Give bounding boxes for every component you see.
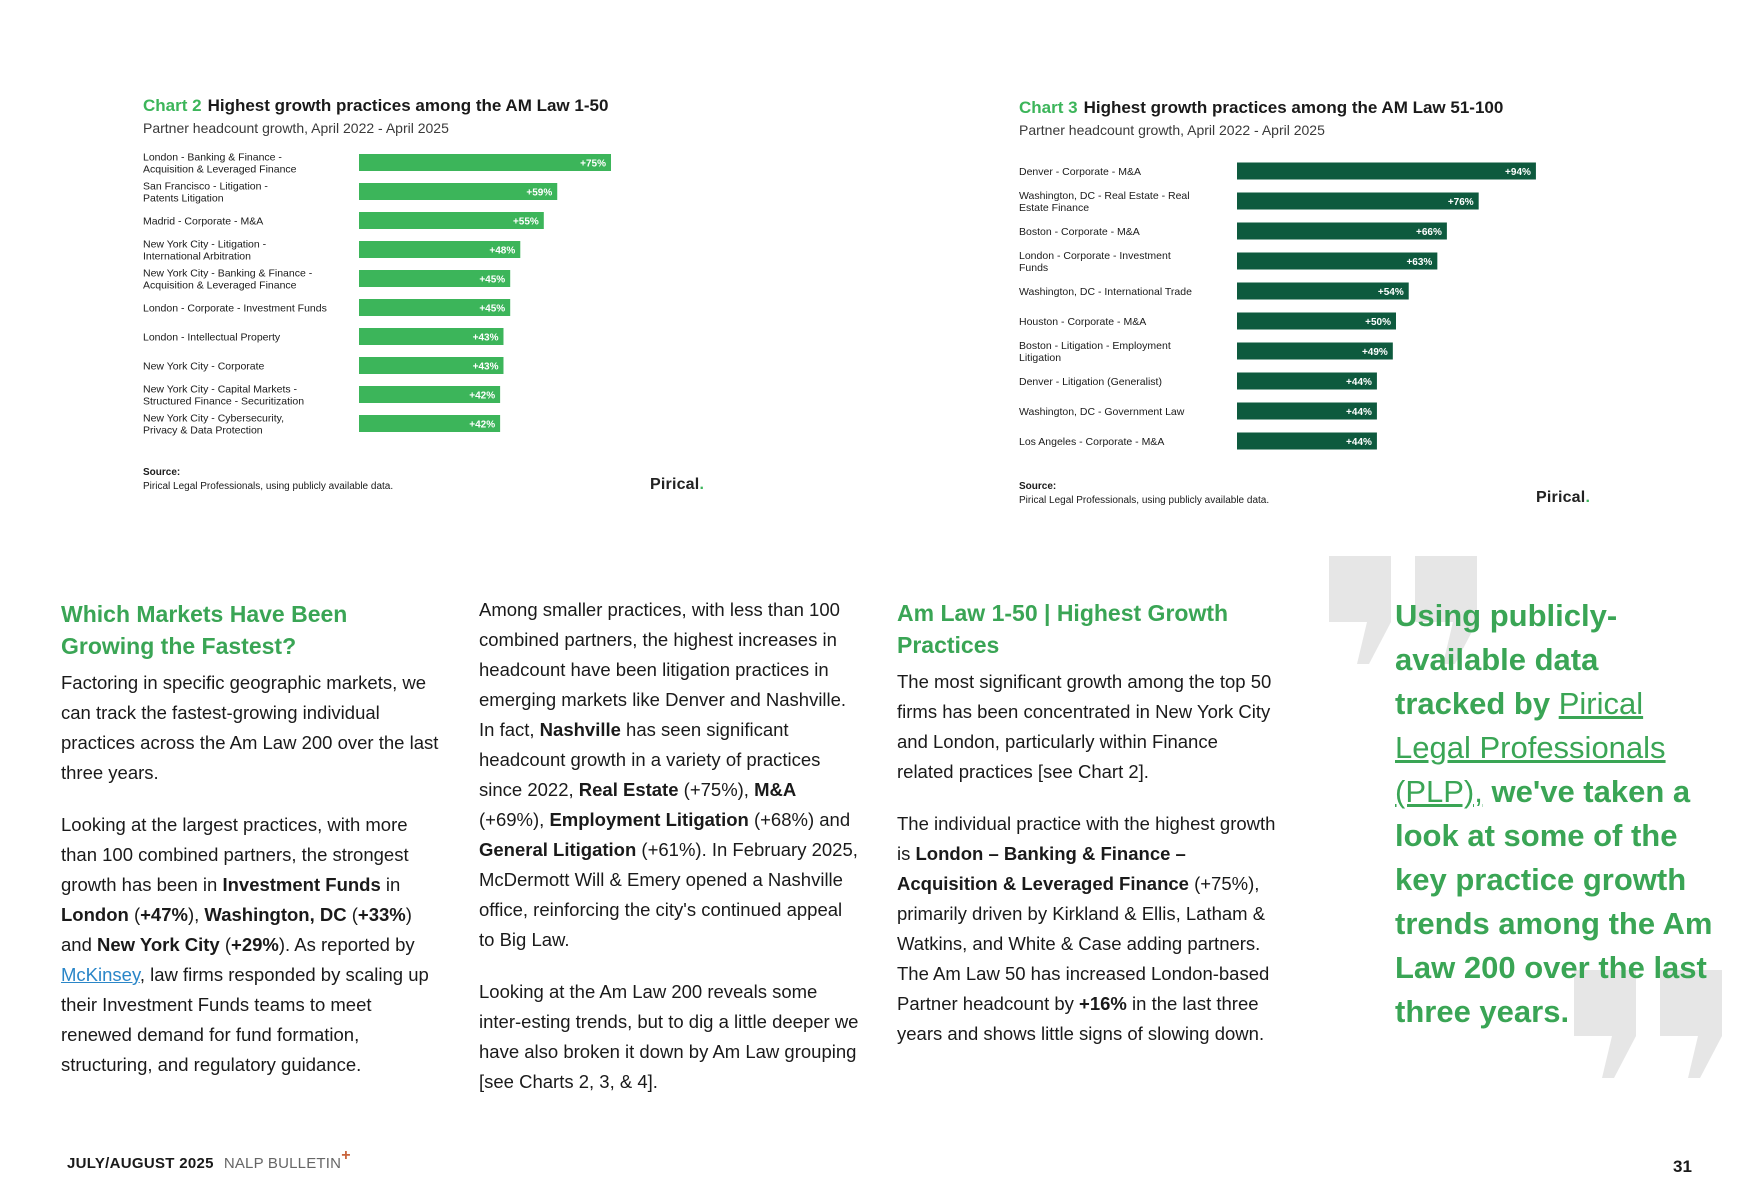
pirical-link[interactable]: Pirical Legal Professionals (PLP), [1395, 686, 1666, 809]
mckinsey-link[interactable]: McKinsey [61, 964, 140, 985]
chart-3-category-label: Washington, DC - Government Law [1019, 406, 1185, 418]
chart-3-value-label: +76% [1447, 197, 1474, 208]
paragraph: Factoring in specific geographic markets, we can track the fastest-growing individual practices across the Am Law 200 over the last three years. [61, 672, 439, 783]
chart-2-value-label: +48% [489, 245, 516, 257]
pirical-logo: Pirical. [1536, 489, 1591, 506]
chart-3-title [1019, 98, 1609, 118]
chart-3-bars [1019, 156, 1609, 466]
chart-3-bar [1237, 163, 1536, 180]
chart-3-value-label: +54% [1377, 287, 1404, 298]
chart-2-category-label: Privacy & Data Protection [143, 424, 263, 437]
chart-2-title-text: Highest growth practices among the AM Law 1-50 [207, 96, 609, 115]
chart-2-value-label: +42% [469, 419, 496, 431]
chart-2-value-label: +75% [580, 158, 606, 170]
plus-icon: + [341, 1147, 351, 1164]
chart-2-category-label: New York City - Capital Markets - [143, 383, 298, 396]
issue-date: JULY/AUGUST 2025 [67, 1155, 214, 1172]
chart-3-category-label: Estate Finance [1019, 202, 1090, 214]
chart-2-number: Chart 2 [143, 96, 202, 115]
section-heading-am-law-1-50: Am Law 1-50 | Highest Growth Practices [897, 600, 1229, 658]
paragraph: The individual practice with the highest growth is London – Banking & Finance – Acquisition & Leveraged Finance (+75%), primarily driven by Kirkland & Ellis, Latham & Watkins, and White & Case adding partners. The Am Law 50 has increased London-based Partner headcount by +16% in the last three years and shows little signs of slowing down. [897, 813, 1276, 1044]
chart-2-subtitle: Partner headcount growth, April 2022 - April 2025 [143, 120, 449, 136]
chart-2-category-label: New York City - Banking & Finance - [143, 267, 313, 280]
chart-2-category-label: London - Intellectual Property [143, 331, 281, 344]
chart-3-value-label: +50% [1365, 317, 1391, 328]
chart-2-category-label: Patents Litigation [143, 192, 224, 205]
chart-3-value-label: +49% [1361, 347, 1388, 358]
chart-3-value-label: +44% [1346, 377, 1372, 388]
footer [67, 1147, 351, 1173]
chart-2-source [143, 466, 393, 494]
paragraph: Looking at the Am Law 200 reveals some inter-esting trends, but to dig a little deeper we have also broken it down by Am Law grouping [see Charts 2, 3, & 4]. [479, 981, 859, 1092]
chart-2-bar [359, 154, 611, 171]
chart-3-value-label: +44% [1346, 437, 1372, 448]
paragraph: Looking at the largest practices, with more than 100 combined partners, the strongest growth has been in Investment Funds in London (+47%), Washington, DC (+33%) and New York City (+29%). As reported by McKinsey, law firms responded by scaling up their Investment Funds teams to meet renewed demand for fund formation, structuring, and regulatory guidance. [61, 814, 429, 1075]
chart-3-category-label: Houston - Corporate - M&A [1019, 316, 1147, 328]
chart-3-source [1019, 480, 1269, 508]
chart-3-source-label: Source: [1019, 481, 1057, 492]
chart-3-category-label: Denver - Litigation (Generalist) [1019, 376, 1162, 388]
chart-3-value-label: +63% [1406, 257, 1433, 268]
chart-2-value-label: +45% [479, 303, 506, 315]
chart-2-source-text: Pirical Legal Professionals, using publicly available data. [143, 481, 394, 492]
publication-name: NALP BULLETIN [223, 1155, 342, 1172]
chart-3-category-label: Washington, DC - International Trade [1019, 286, 1192, 298]
chart-2-source-label: Source: [143, 467, 181, 478]
chart-3-bar [1237, 193, 1479, 210]
chart-2-category-label: International Arbitration [143, 250, 251, 263]
chart-3-category-label: Los Angeles - Corporate - M&A [1019, 436, 1165, 448]
chart-3-value-label: +44% [1346, 407, 1372, 418]
chart-2-title [143, 96, 723, 116]
chart-2-category-label: Structured Finance - Securitization [143, 395, 305, 408]
article-column-3 [897, 597, 1277, 1071]
chart-3-category-label: London - Corporate - Investment [1019, 250, 1171, 262]
chart-2-category-label: New York City - Corporate [143, 360, 265, 373]
chart-2-bars [143, 148, 723, 438]
chart-3-title-text: Highest growth practices among the AM Law 51-100 [1083, 98, 1504, 117]
chart-3-number: Chart 3 [1019, 98, 1078, 117]
pirical-logo: Pirical. [650, 476, 705, 493]
chart-3-source-text: Pirical Legal Professionals, using publicly available data. [1019, 495, 1270, 506]
paragraph: The most significant growth among the top 50 firms has been concentrated in New York City and London, particularly within Finance related practices [see Chart 2]. [897, 671, 1272, 782]
chart-2-category-label: Acquisition & Leveraged Finance [143, 279, 297, 292]
chart-2-category-label: New York City - Litigation - [143, 238, 267, 251]
chart-3 [1019, 98, 1609, 518]
chart-3-category-label: Boston - Corporate - M&A [1019, 226, 1140, 238]
chart-3-category-label: Funds [1019, 262, 1049, 274]
chart-2-category-label: London - Corporate - Investment Funds [143, 302, 327, 315]
chart-2-value-label: +59% [526, 187, 553, 199]
chart-2-value-label: +43% [472, 332, 499, 344]
chart-3-category-label: Boston - Litigation - Employment [1019, 340, 1171, 352]
chart-2-category-label: Acquisition & Leveraged Finance [143, 163, 297, 176]
chart-2-value-label: +55% [512, 216, 539, 228]
paragraph: Among smaller practices, with less than 100 combined partners, the highest increases in headcount have been litigation practices in emerging markets like Denver and Nashville. In fact, Nashville has seen significant headcount growth in a variety of practices since 2022, Real Estate (+75%), M&A (+69%), Employment Litigation (+68%) and General Litigation (+61%). In February 2025, McDermott Will & Emery opened a Nashville office, reinforcing the city's continued appeal to Big Law. [479, 599, 858, 950]
chart-2-value-label: +42% [469, 390, 496, 402]
chart-2-value-label: +45% [479, 274, 506, 286]
chart-3-category-label: Denver - Corporate - M&A [1019, 166, 1141, 178]
chart-2-value-label: +43% [472, 361, 499, 373]
chart-3-category-label: Litigation [1019, 352, 1062, 364]
chart-2-category-label: San Francisco - Litigation - [143, 180, 268, 193]
chart-3-category-label: Washington, DC - Real Estate - Real [1019, 190, 1190, 202]
chart-3-subtitle: Partner headcount growth, April 2022 - April 2025 [1019, 122, 1325, 138]
chart-2-category-label: Madrid - Corporate - M&A [143, 215, 264, 228]
chart-3-value-label: +94% [1505, 167, 1531, 178]
chart-2 [143, 96, 723, 506]
article-column-1 [61, 598, 441, 1102]
chart-3-value-label: +66% [1416, 227, 1442, 238]
section-heading-markets: Which Markets Have Been Growing the Fastest? [61, 601, 348, 659]
chart-2-category-label: New York City - Cybersecurity, [143, 412, 285, 425]
article-column-2 [479, 595, 859, 1119]
page-number: 31 [1673, 1157, 1692, 1176]
pull-quote: Using publicly-available data tracked by Pirical Legal Professionals (PLP), we've taken a look at some of the key practice growth trends among the Am Law 200 over the last three years. [1395, 598, 1713, 1029]
chart-2-category-label: London - Banking & Finance - [143, 151, 282, 164]
